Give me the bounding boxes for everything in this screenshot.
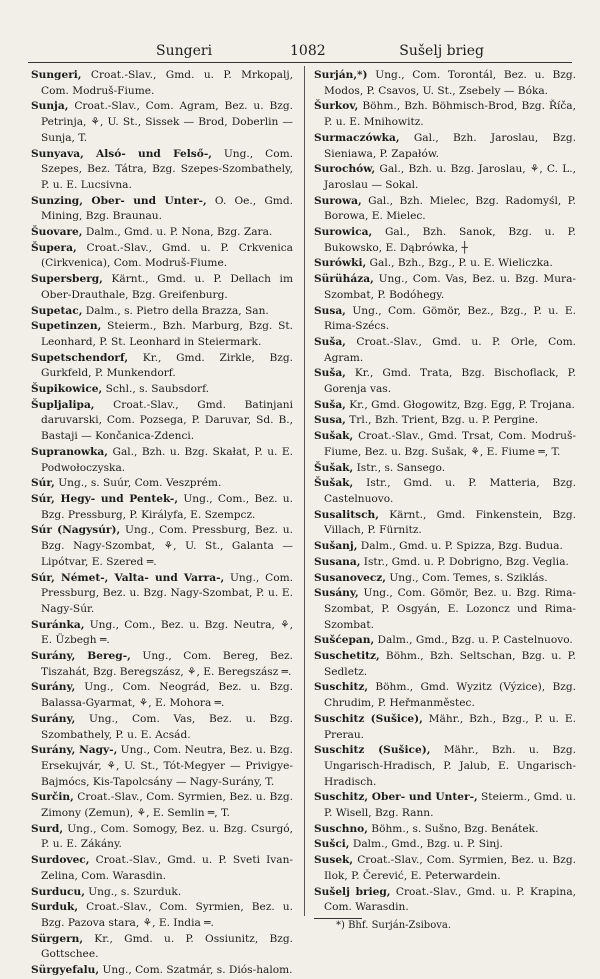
gazetteer-entry (31, 571, 293, 618)
gazetteer-entry (31, 712, 293, 743)
gazetteer-entry (31, 225, 293, 241)
gazetteer-entry (314, 790, 576, 821)
entry-headword: Suschitz, (314, 681, 369, 694)
entry-headword: Suschetitz, (314, 650, 380, 663)
gazetteer-entry (314, 335, 576, 366)
gazetteer-entry (314, 68, 576, 99)
entry-text: Ung., Com. Szepes, Bez. Tátra, Bzg. Szepes-Szombathely, P. u. E. Lucsivna. (41, 147, 293, 191)
entry-headword: Súr, (31, 477, 55, 490)
entry-text: Croat.-Slav., Gmd. u. P. Krapina, Com. Warasdin. (324, 885, 577, 914)
gazetteer-entry (314, 822, 576, 838)
gazetteer-entry (314, 837, 576, 853)
gazetteer-entry (31, 680, 293, 711)
entry-text: Ung., Com. Vas, Bez. u. Bzg. Mura-Szombat, P. Bodóhegy. (324, 273, 576, 301)
entry-headword: Sürüháza, (314, 273, 374, 286)
entry-headword: Susány, (314, 587, 359, 600)
gazetteer-entry (314, 712, 576, 743)
entry-text: Ung., Com. Szatmár, s. Diós-halom. (99, 964, 293, 977)
entry-text: Schl., s. Saubsdorf. (102, 383, 210, 396)
entry-headword: Susanovecz, (314, 571, 386, 584)
right-column (314, 68, 576, 940)
gazetteer-entry (31, 853, 293, 884)
entry-text: Ung., Com., Bez. u. Bzg. Pressburg, P. Királyfa, E. Szempcz. (41, 492, 293, 521)
entry-headword: Sungeri, (31, 69, 82, 81)
entry-text: Ung., Com. Neográd, Bez. u. Bzg. Balassa-Gyarmat, ⚘, E. Mohora ═. (41, 681, 293, 710)
gazetteer-entry (314, 413, 576, 429)
gazetteer-entry (31, 398, 293, 445)
gazetteer-entry (314, 853, 576, 884)
gazetteer-entry (31, 822, 293, 853)
entry-headword: Surowa, (314, 194, 362, 207)
entry-text: Croat.-Slav., Gmd. u. P. Crkvenica (Cirkvenica), Com. Modruš-Fiume. (41, 241, 293, 270)
entry-text: Gal., Bzh., Bzg., P. u. E. Wieliczka. (366, 257, 553, 270)
gazetteer-entry (31, 319, 293, 350)
gazetteer-entry (31, 492, 293, 523)
entry-text: Kr., Gmd. Zirkle, Bzg. Gurkfeld, P. Munkendorf. (41, 351, 293, 380)
entry-text: Croat.-Slav., Gmd. u. P. Sveti Ivan-Zelina, Com. Warasdin. (41, 854, 293, 882)
entry-headword: Surján,*) (314, 69, 368, 81)
entry-text: Kärnt., Gmd. u. P. Dellach im Ober-Drauthale, Bzg. Greifenburg. (41, 273, 293, 301)
entry-headword: Surochów, (314, 163, 376, 176)
entry-headword: Supersberg, (31, 273, 103, 286)
header-right-keyword: Sušelj brieg (399, 43, 484, 59)
gazetteer-entry (31, 304, 293, 320)
entry-headword: Sušci, (314, 838, 350, 851)
entry-headword: Sušćepan, (314, 634, 375, 647)
gazetteer-entry (314, 162, 576, 193)
entry-text: Croat.-Slav., Gmd. u. P. Mrkopalj, Com. Modruš-Fiume. (41, 69, 293, 97)
entry-headword: Susa, (314, 304, 346, 317)
gazetteer-entry (314, 476, 576, 507)
entry-headword: Supetinzen, (31, 320, 102, 333)
entry-headword: Suschitz (Sušice), (314, 712, 423, 725)
gazetteer-entry (31, 649, 293, 680)
entry-text: Kr., Gmd. u. P. Ossiunitz, Bzg. Gottschee. (41, 932, 293, 961)
entry-text: Ung., Com. Pressburg, Bez. u. Bzg. Nagy-Szombat, ⚘, U. St., Galanta — Lipótvar, E. Szered ═. (41, 524, 293, 568)
entry-text: Croat.-Slav., Com. Agram, Bez. u. Bzg. Petrinja, ⚘, U. St., Sissek — Brod, Doberlin — Sunja, T. (41, 100, 293, 144)
footnote: *) Bhf. Surján-Zsibova. (336, 920, 452, 931)
entry-text: Trl., Bzh. Trient, Bzg. u. P. Pergine. (345, 414, 539, 427)
entry-headword: Sušak, (314, 430, 354, 443)
header-left-keyword: Sungeri (156, 43, 213, 59)
entry-headword: Sunyava, Alsó- und Felső-, (31, 147, 212, 160)
entry-headword: Susalitsch, (314, 508, 379, 521)
entry-text: Kärnt., Gmd. Finkenstein, Bzg. Villach, P. Fürnitz. (324, 508, 576, 537)
entry-text: Croat.-Slav., Gmd. u. P. Orle, Com. Agram. (324, 335, 576, 364)
gazetteer-entry (31, 194, 293, 225)
entry-text: Dalm., Gmd., Bzg. u. P. Sinj. (349, 838, 503, 851)
entry-text: Istr., Gmd. u. P. Matteria, Bzg. Castelnuovo. (324, 477, 576, 505)
gazetteer-entry (314, 885, 576, 916)
entry-headword: Surówki, (314, 257, 367, 270)
entry-headword: Sürgern, (31, 932, 84, 945)
entry-text: Ung., Com. Pressburg, Bez. u. Bzg. Nagy-Szombat, P. u. E. Nagy-Súr. (41, 571, 293, 615)
entry-headword: Súr, Német-, Valta- und Varra-, (31, 571, 225, 584)
entry-text: Croat.-Slav., Com. Syrmien, Bez. u. Bzg. Ilok, P. Čerević, E. Peterwardein. (324, 854, 576, 882)
entry-text: Ung., Com. Gömör, Bez., Bzg., P. u. E. Rima-Szécs. (324, 304, 576, 333)
entry-headword: Supranowka, (31, 445, 108, 458)
entry-text: Dalm., Gmd., Bzg. u. P. Castelnuovo. (374, 634, 573, 647)
entry-text: Steierm., Gmd. u. P. Wisell, Bzg. Rann. (324, 791, 576, 820)
entry-headword: Súr, Hegy- und Pentek-, (31, 492, 179, 505)
entry-text: Ung., Com. Bereg, Bez. Tiszahát, Bzg. Beregszász, ⚘, E. Beregszász ═. (41, 650, 293, 678)
entry-text: Ung., Com. Neutra, Bez. u. Bzg. Ersekujvár, ⚘, U. St., Tót-Megyer — Privigye-Bajmócs, Kis-Tapolcsány — Nagy-Surány, T. (41, 744, 293, 788)
gazetteer-entry (31, 382, 293, 398)
entry-text: Istr., s. Sansego. (353, 461, 446, 474)
entry-headword: Surduk, (31, 901, 79, 914)
gazetteer-entry (314, 99, 576, 130)
entry-headword: Surány, Bereg-, (31, 650, 131, 663)
entry-text: Ung., s. Szurduk. (84, 885, 182, 898)
gazetteer-entry (31, 68, 293, 99)
entry-headword: Suša, (314, 398, 346, 411)
entry-headword: Šupera, (31, 241, 77, 254)
entry-text: Ung., Com., Bez. u. Bzg. Neutra, ⚘, E. Üzbegh ═. (41, 618, 293, 647)
entry-text: Böhm., s. Sušno, Bzg. Benátek. (367, 822, 539, 835)
gazetteer-entry (314, 131, 576, 162)
gazetteer-entry (314, 194, 576, 225)
column-divider (304, 66, 305, 916)
entry-text: Ung., s. Suúr, Com. Veszprém. (54, 477, 222, 490)
gazetteer-entry (314, 398, 576, 414)
entry-headword: Sürgyefalu, (31, 964, 100, 977)
entry-text: Gal., Bzh. Mielec, Bzg. Radomyśl, P. Borowa, E. Mielec. (324, 194, 576, 223)
gazetteer-entry (31, 743, 293, 790)
entry-text: Dalm., s. Pietro della Brazza, San. (82, 304, 269, 317)
entry-text: Mähr., Bzh. u. Bzg. Ungarisch-Hradisch, P. Jalub, E. Ungarisch-Hradisch. (324, 744, 576, 788)
gazetteer-entry (314, 272, 576, 303)
gazetteer-entry (314, 256, 576, 272)
entry-headword: Sušelj brieg, (314, 885, 391, 898)
entry-headword: Suránka, (31, 618, 85, 631)
entry-headword: Surány, (31, 712, 76, 725)
entry-headword: Šurkov, (314, 100, 359, 113)
left-column (31, 68, 293, 977)
entry-headword: Suschitz (Sušice), (314, 744, 431, 757)
entry-headword: Surducu, (31, 885, 85, 898)
entry-headword: Súr (Nagysúr), (31, 524, 121, 537)
gazetteer-entry (31, 476, 293, 492)
entry-text: Ung., Com. Gömör, Bez. u. Bzg. Rima-Szombat, P. Osgyán, E. Lozoncz und Rima-Szombat. (324, 587, 576, 631)
entry-headword: Suša, (314, 335, 346, 348)
gazetteer-entry (314, 508, 576, 539)
gazetteer-entry (314, 743, 576, 790)
gazetteer-entry (314, 304, 576, 335)
entry-text: Croat.-Slav., Com. Syrmien, Bez. u. Bzg. Zimony (Zemun), ⚘, E. Semlin ═, T. (41, 791, 293, 820)
gazetteer-entry (31, 147, 293, 194)
gazetteer-entry (31, 351, 293, 382)
entry-headword: Surány, Nagy-, (31, 744, 118, 757)
page-number: 1082 (290, 43, 326, 59)
entry-headword: Susana, (314, 555, 361, 568)
entry-headword: Sušanj, (314, 540, 358, 553)
entry-text: O. Oe., Gmd. Mining, Bzg. Braunau. (41, 194, 293, 223)
entry-headword: Supetschendorf, (31, 351, 129, 364)
entry-headword: Suschitz, Ober- und Unter-, (314, 791, 478, 804)
gazetteer-entry (31, 523, 293, 570)
entry-headword: Susek, (314, 854, 354, 867)
gazetteer-entry (314, 225, 576, 256)
entry-text: Böhm., Bzh. Seltschan, Bzg. u. P. Sedletz. (324, 650, 576, 678)
gazetteer-entry (314, 429, 576, 460)
gazetteer-entry (314, 366, 576, 397)
entry-headword: Sunja, (31, 100, 69, 113)
entry-headword: Šušak, (314, 461, 354, 474)
entry-headword: Surdovec, (31, 854, 90, 867)
entry-headword: Šupljalipa, (31, 398, 95, 411)
entry-text: Ung., Com. Somogy, Bez. u. Bzg. Csurgó, P. u. E. Zákány. (41, 822, 293, 851)
entry-text: Gal., Bzh. Sanok, Bzg. u. P. Bukowsko, E. Dąbrówka, ┼ (324, 226, 576, 254)
entry-text: Kr., Gmd. Trata, Bzg. Bischoflack, P. Gorenja vas. (324, 367, 576, 396)
entry-headword: Sunzing, Ober- und Unter-, (31, 194, 207, 207)
entry-text: Dalm., Gmd. u. P. Nona, Bzg. Zara. (82, 226, 273, 239)
footnote-rule (314, 918, 362, 919)
entry-text: Gal., Bzh. Jaroslau, Bzg. Sieniawa, P. Zapałów. (324, 131, 576, 160)
gazetteer-entry (31, 272, 293, 303)
entry-text: Croat.-Slav., Gmd. Trsat, Com. Modruš-Fiume, Bez. u. Bzg. Sušak, ⚘, E. Fiume ═, T. (324, 430, 576, 458)
entry-headword: Surowica, (314, 226, 373, 239)
gazetteer-entry (314, 539, 576, 555)
running-header (28, 40, 572, 63)
gazetteer-entry (31, 445, 293, 476)
entry-text: Kr., Gmd. Głogowitz, Bzg. Egg, P. Trojana. (345, 398, 575, 411)
gazetteer-entry (314, 461, 576, 477)
entry-headword: Surmaczówka, (314, 131, 400, 144)
entry-text: Croat.-Slav., Com. Syrmien, Bez. u. Bzg. Pazova stara, ⚘, E. India ═. (41, 901, 293, 929)
entry-text: Croat.-Slav., Gmd. Batinjani daruvarski, Com. Pozsega, P. Daruvar, Sd. B., Bastaji — Končanica-Zdenci. (41, 398, 293, 443)
entry-text: Gal., Bzh. u. Bzg. Jaroslau, ⚘, C. L., Jaroslau — Sokal. (324, 163, 576, 191)
gazetteer-entry (31, 618, 293, 649)
entry-text: Böhm., Gmd. Wyzitz (Výzice), Bzg. Chrudim, P. Heřmanměstec. (324, 681, 576, 710)
entry-text: Ung., Com. Vas, Bez. u. Bzg. Szombathely, P. u. E. Acsád. (41, 712, 293, 741)
gazetteer-entry (314, 633, 576, 649)
entry-text: Ung., Com. Temes, s. Sziklás. (386, 571, 548, 584)
entry-headword: Surčin, (31, 791, 74, 804)
gazetteer-entry (314, 555, 576, 571)
entry-text: Gal., Bzh. u. Bzg. Skałat, P. u. E. Podwołoczyska. (41, 445, 293, 474)
entry-headword: Supetac, (31, 304, 83, 317)
entry-text: Steierm., Bzh. Marburg, Bzg. St. Leonhard, P. St. Leonhard in Steiermark. (41, 320, 293, 348)
entry-text: Istr., Gmd. u. P. Dobrigno, Bzg. Veglia. (360, 555, 569, 568)
entry-text: Dalm., Gmd. u. P. Spizza, Bzg. Budua. (357, 540, 563, 553)
gazetteer-entry (31, 790, 293, 821)
entry-headword: Suša, (314, 367, 346, 380)
gazetteer-entry (31, 241, 293, 272)
gazetteer-entry (314, 680, 576, 711)
gazetteer-entry (314, 586, 576, 633)
gazetteer-entry (31, 885, 293, 901)
entry-headword: Suschno, (314, 822, 368, 835)
gazetteer-entry (31, 900, 293, 931)
gazetteer-entry (314, 649, 576, 680)
entry-headword: Šušak, (314, 477, 354, 490)
entry-headword: Surd, (31, 822, 64, 835)
gazetteer-entry (31, 99, 293, 146)
entry-text: Ung., Com. Torontál, Bez. u. Bzg. Modos, P. Csavos, U. St., Zsebely — Bóka. (324, 69, 576, 97)
entry-headword: Šupikowice, (31, 383, 103, 396)
entry-headword: Surány, (31, 681, 76, 694)
entry-headword: Susa, (314, 414, 346, 427)
entry-text: Mähr., Bzh., Bzg., P. u. E. Prerau. (324, 712, 576, 741)
entry-text: Böhm., Bzh. Böhmisch-Brod, Bzg. Říča, P. u. E. Mnihowitz. (324, 100, 576, 129)
gazetteer-entry (31, 932, 293, 963)
entry-headword: Šuovare, (31, 226, 83, 239)
gazetteer-entry (31, 963, 293, 979)
gazetteer-entry (314, 571, 576, 587)
